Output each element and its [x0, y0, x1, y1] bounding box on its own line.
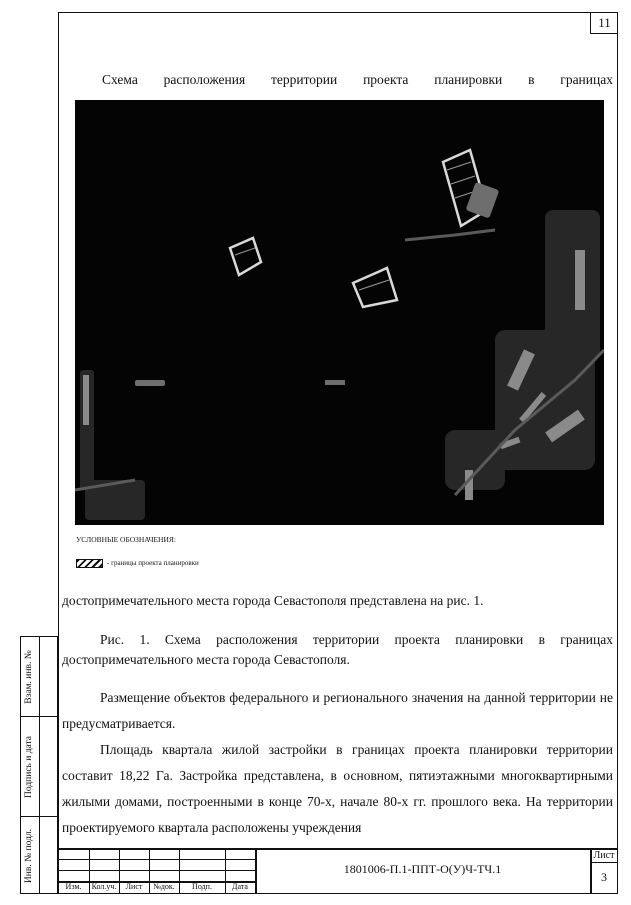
side-label-replaced-inv: Взам. инв. №: [23, 649, 34, 704]
legend-title: УСЛОВНЫЕ ОБОЗНАЧЕНИЯ:: [76, 535, 176, 544]
heading-word: в: [528, 72, 535, 87]
paragraph-objects: Размещение объектов федерального и регионального значения на данной территории не предусматривается.: [62, 690, 613, 731]
map-drawing: [75, 100, 604, 525]
heading-word: расположения: [163, 72, 246, 87]
paragraph-area: Площадь квартала жилой застройки в границах проекта планировки территории составит 18,22 Га. Застройка представлена, в основном, пятиэтажными многоквартирными жилыми домами, построенными в конце 70-х, начале 80-х гг. прошлого века. На территории проектируемого квартала расположены учреждения: [62, 742, 613, 835]
tb-rule: [590, 862, 618, 863]
side-cell-orig-inv: [21, 817, 57, 895]
tb-top-border: [58, 848, 618, 850]
document-number: 1801006-П.1-ППТ-О(У)Ч-ТЧ.1: [343, 862, 502, 876]
heading-word: границах: [560, 72, 613, 87]
satellite-map-image: [75, 100, 604, 525]
legend-hatch-swatch: [76, 559, 103, 568]
tb-col-label: №док.: [153, 882, 175, 891]
tb-col-label: Подп.: [192, 882, 212, 891]
tb-col-label: Дата: [232, 882, 248, 891]
paragraph-continuation: достопримечательного места города Севастополя представлена на рис. 1.: [62, 593, 484, 608]
tb-col-label: Изм.: [65, 882, 82, 891]
sheet-label: Лист: [593, 850, 615, 861]
legend-item-label: - границы проекта планировки: [107, 559, 199, 567]
heading-word: планировки: [434, 72, 503, 87]
side-stamp-strip: [20, 636, 58, 894]
heading-word: проекта: [363, 72, 409, 87]
tb-col-label: Кол.уч.: [91, 882, 117, 891]
side-label-signature-date: Подпись и дата: [24, 735, 35, 798]
tb-col-label: Лист: [125, 882, 143, 891]
heading-word: Схема: [102, 72, 138, 87]
sheet-number: 3: [601, 870, 607, 884]
heading-word: территории: [270, 72, 338, 87]
figure-caption: Рис. 1. Схема расположения территории проекта планировки в границах достопримечательного места города Севастополя.: [62, 632, 613, 667]
figure-heading: [102, 72, 613, 88]
side-cell-replaced-inv: [21, 637, 57, 717]
side-cell-signature-date: [21, 717, 57, 817]
side-label-orig-inv: Инв. № подл.: [23, 828, 34, 884]
top-sheet-number: 11: [590, 12, 618, 34]
